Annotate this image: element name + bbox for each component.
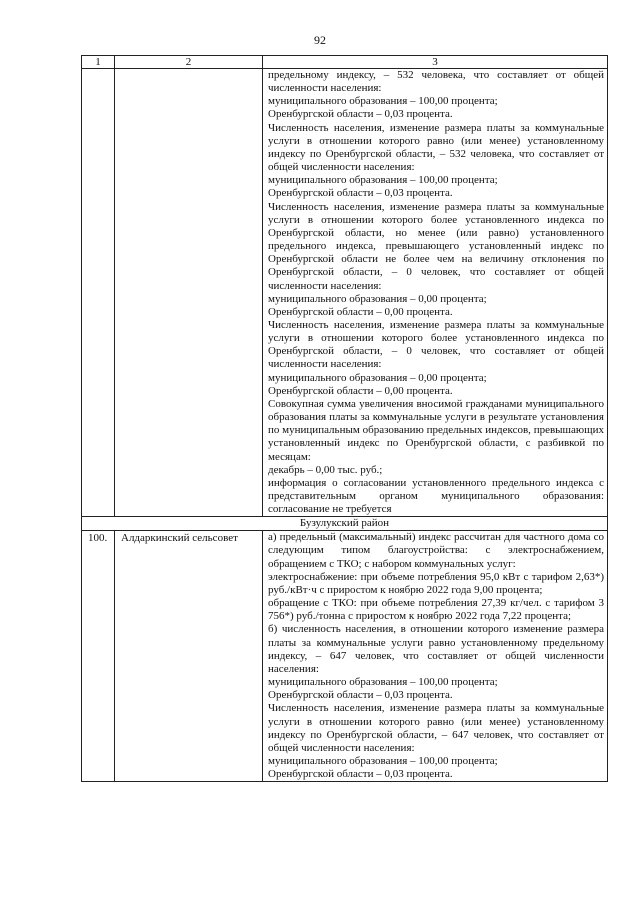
- entry-name: Алдаркинский сельсовет: [121, 532, 238, 545]
- col-header-1: 1: [82, 56, 115, 69]
- paragraph: Численность населения, изменение размера платы за коммунальные услуги в отношении которого более установленного индекса по Оренбургской области, но менее (или равно) установленного предельного индекса, превышающего установленный индекс по Оренбургской области не более чем на величину отклонения по Оренбургской области, – 0 человек, что составляет от общей численности населения:: [268, 200, 604, 292]
- paragraph: Оренбургской области – 0,03 процента.: [268, 187, 453, 200]
- entry-number: 100.: [88, 532, 108, 545]
- document-table: [81, 55, 608, 782]
- paragraph: декабрь – 0,00 тыс. руб.;: [268, 463, 383, 476]
- paragraph: обращение с ТКО: при объеме потребления 27,39 кг/чел. с тарифом 3 756*) руб./тонна с приростом к ноябрю 2022 года 7,22 процента;: [268, 597, 604, 623]
- paragraph: Численность населения, изменение размера платы за коммунальные услуги в отношении которого более установленного индекса по Оренбургской области, – 0 человек, что составляет от общей численности населения:: [268, 318, 604, 371]
- col-header-2: 2: [115, 56, 263, 69]
- paragraph: муниципального образования – 100,00 процента;: [268, 676, 498, 689]
- paragraph: Оренбургской области – 0,03 процента.: [268, 689, 453, 702]
- table-header-row: [82, 56, 608, 69]
- paragraph: муниципального образования – 0,00 процента;: [268, 292, 487, 305]
- paragraph: Численность населения, изменение размера платы за коммунальные услуги в отношении которого равно (или менее) установленному индексу по Оренбургской области, – 647 человек, что составляет от общей численности населения:: [268, 702, 604, 754]
- continued-text: [263, 69, 607, 516]
- paragraph: Оренбургской области – 0,03 процента.: [268, 768, 453, 781]
- col-header-3: 3: [263, 56, 608, 69]
- section-title: Бузулукский район: [82, 517, 608, 531]
- paragraph: Совокупная сумма увеличения вносимой гражданами муниципального образования платы за коммунальные услуги в результате установления по муниципальным образованию предельных индексов, превышающих установленный индекс по Оренбургской области, с разбивкой по месяцам:: [268, 397, 604, 463]
- continued-text-cell: [263, 69, 608, 517]
- section-row: [82, 517, 608, 531]
- paragraph: муниципального образования – 100,00 процента;: [268, 95, 498, 108]
- paragraph: электроснабжение: при объеме потребления 95,0 кВт с тарифом 2,63*) руб./кВт·ч с приростом к ноябрю 2022 года 9,00 процента;: [268, 570, 604, 596]
- paragraph: Оренбургской области – 0,00 процента.: [268, 384, 453, 397]
- table-row-entry: [82, 531, 608, 782]
- paragraph: Оренбургской области – 0,00 процента.: [268, 305, 453, 318]
- paragraph: предельному индексу, – 532 человека, что составляет от общей численности населения:: [268, 69, 604, 95]
- paragraph: б) численность населения, в отношении которого изменение размера платы за коммунальные услуги равно установленному предельному индексу, – 647 человек, что составляет от общей численности населения:: [268, 623, 604, 675]
- entry-text: [263, 531, 607, 781]
- continued-name-cell: [115, 69, 263, 517]
- entry-text-cell: [263, 531, 608, 782]
- paragraph: муниципального образования – 100,00 процента;: [268, 754, 498, 767]
- paragraph: Оренбургской области – 0,03 процента.: [268, 108, 453, 121]
- table-row-continued: [82, 69, 608, 517]
- entry-name-cell: [115, 531, 263, 782]
- continued-number-cell: [82, 69, 115, 517]
- paragraph: Численность населения, изменение размера платы за коммунальные услуги в отношении которого равно (или менее) установленному индексу по Оренбургской области, – 532 человека, что составляет от общей численности населения:: [268, 121, 604, 174]
- paragraph: а) предельный (максимальный) индекс рассчитан для частного дома со следующим типом благоустройства: с электроснабжением, обращением с ТКО; с набором коммунальных услуг:: [268, 531, 604, 570]
- paragraph: информация о согласовании установленного предельного индекса с представительным органом муниципального образования: согласование не требуется: [268, 476, 604, 516]
- paragraph: муниципального образования – 0,00 процента;: [268, 371, 487, 384]
- paragraph: муниципального образования – 100,00 процента;: [268, 174, 498, 187]
- entry-number-cell: [82, 531, 115, 782]
- page-number: 92: [314, 33, 326, 47]
